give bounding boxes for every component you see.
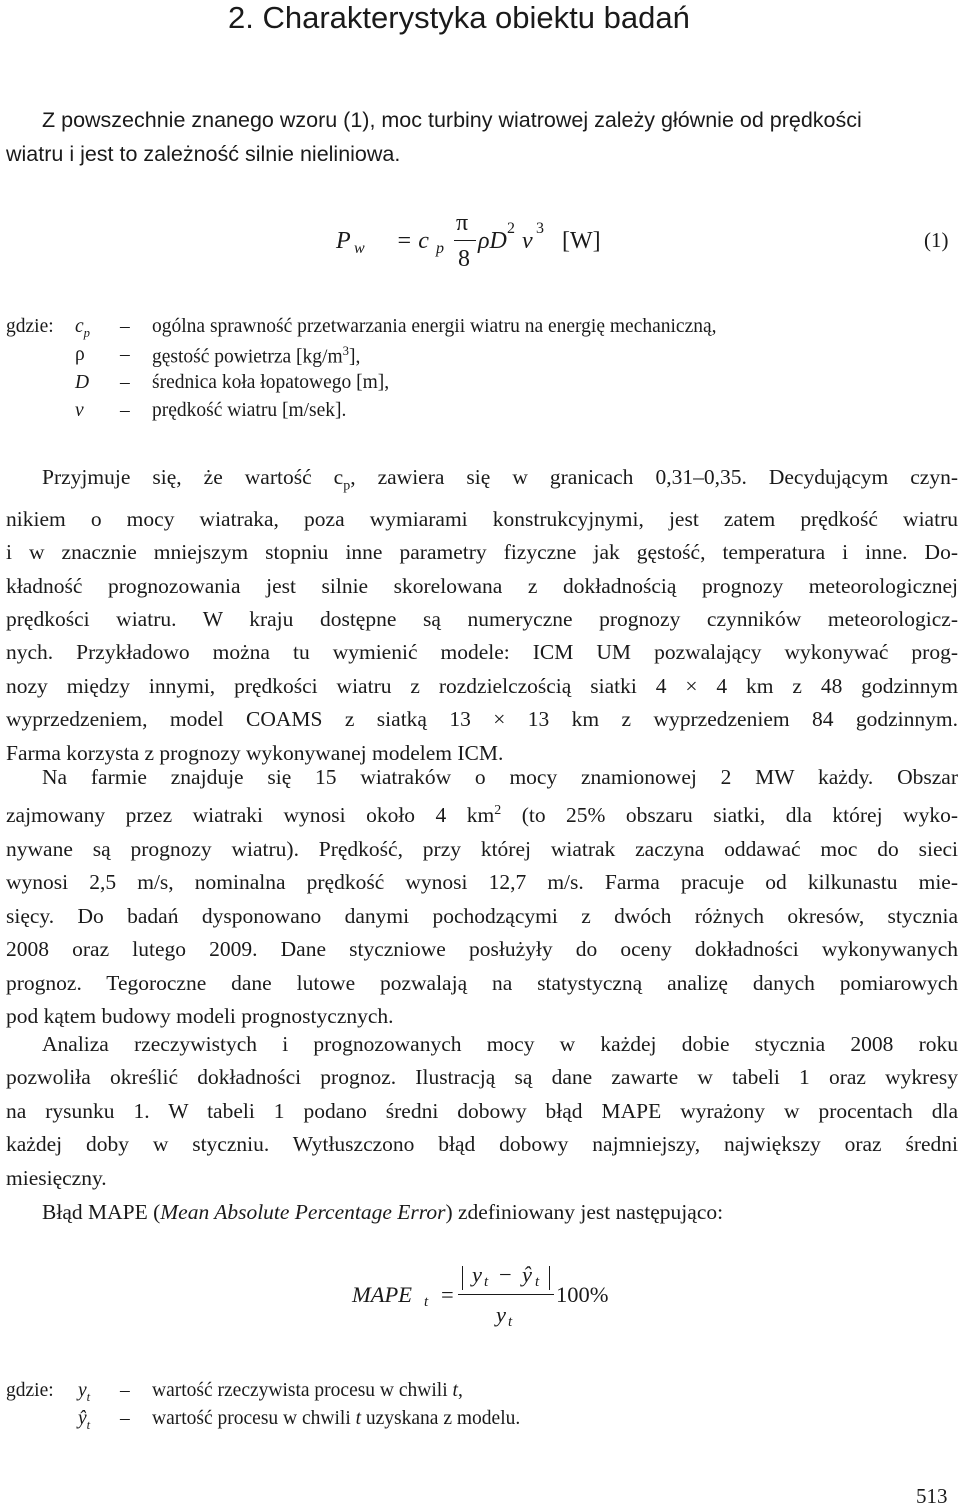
text-line: i w znacznie mniejszym stopniu inne parametry fizyczne jak gęstość, temperatura i inne. Do- <box>6 540 958 565</box>
formula-P: P <box>336 228 351 254</box>
definition-dash: – <box>120 344 130 365</box>
text-line: pozwoliła określić dokładności prognoz. Ilustracją są dane zawarte w tabeli 1 oraz wykresy <box>6 1065 958 1090</box>
definition-symbol: ρ <box>75 344 85 365</box>
formula-equals: = <box>441 1282 454 1307</box>
definition-dash: – <box>120 400 130 421</box>
text-line: Błąd MAPE (Mean Absolute Percentage Error) zdefiniowany jest następująco: <box>42 1200 724 1224</box>
text-line: nywane są prognozy wiatru). Prędkość, przy której wiatrak zaczyna oddawać moc do sieci <box>6 836 958 861</box>
formula-mape <box>0 1260 960 1340</box>
formula-unit: [W] <box>562 228 601 254</box>
definition-symbol: v <box>75 400 84 421</box>
formula-cp-sub: p <box>436 240 444 257</box>
intro-paragraph <box>6 103 958 171</box>
definition-dash: – <box>120 1408 130 1429</box>
text-line: nozy między innymi, prędkości wiatru z rozdzielczością siatki 4 × 4 km z 48 godzinnym <box>6 673 958 698</box>
definition-text: wartość rzeczywista procesu w chwili t, <box>152 1380 463 1401</box>
text-line: miesięczny. <box>6 1165 107 1190</box>
text-line: wyprzedzeniem, model COAMS z siatką 13 × 13 km z wyprzedzeniem 84 godzinnym. <box>6 707 958 732</box>
text-line: Na farmie znajduje się 15 wiatraków o mocy znamionowej 2 MW każdy. Obszar <box>42 765 958 789</box>
formula-P-sub: w <box>354 240 365 257</box>
paragraph-2 <box>6 761 958 1033</box>
formula-num-yhat-sub: t <box>535 1274 540 1290</box>
text-line: prędkości wiatru. W kraju dostępne są numeryczne prognozy czynników meteorologicz- <box>6 606 958 631</box>
definition-symbol: $ŷ_t$ <box>78 1408 91 1432</box>
definition-text: ogólna sprawność przetwarzania energii wiatru na energię mechaniczną, <box>152 316 717 337</box>
definition-text: wartość procesu w chwili t uzyskana z modelu. <box>152 1408 521 1429</box>
definition-symbol: $c_p$ <box>75 316 90 340</box>
text-line: Z powszechnie znanego wzoru (1), moc turbiny wiatrowej zależy głównie od prędkości <box>42 108 862 132</box>
formula-num-yhat: ŷ <box>522 1262 532 1287</box>
formula-percent: 100% <box>556 1282 609 1307</box>
definition-dash: – <box>120 1380 130 1401</box>
formula-mape-label: MAPE <box>352 1282 412 1307</box>
text-line: pod kątem budowy modeli prognostycznych. <box>6 1004 394 1028</box>
paragraph-1 <box>6 461 958 770</box>
formula-power <box>0 206 960 286</box>
formula-cp: = c <box>396 228 429 254</box>
formula-den-y: y <box>496 1302 506 1327</box>
formula-D-sup: 2 <box>507 220 515 237</box>
formula-den-y-sub: t <box>508 1314 513 1330</box>
where-label: gdzie: <box>6 316 54 337</box>
text-line: Przyjmuje się, że wartość $c_p$, zawiera się w granicach 0,31–0,35. Decydującym czyn- <box>42 465 959 494</box>
text-line: kładność prognozowania jest silnie skorelowana z dokładnością prognozy meteorologicznej <box>6 573 958 598</box>
text-line: nych. Przykładowo można tu wymienić modele: ICM UM pozwalający wykonywać prog- <box>6 640 958 665</box>
where-label: gdzie: <box>6 1380 54 1401</box>
text-line: sięcy. Do badań dysponowano danymi pochodzącymi z dwóch różnych okresów, stycznia <box>6 903 958 928</box>
section-heading: 2. Charakterystyka obiektu badań <box>228 0 690 35</box>
abs-bar-left <box>462 1266 463 1290</box>
fraction-bar <box>454 240 476 241</box>
page-number: 513 <box>916 1484 948 1508</box>
definition-text: średnica koła łopatowego [m], <box>152 372 390 393</box>
text-line: zajmowany przez wiatraki wynosi około 4 $km^2$ (to 25% obszaru siatki, dla której wyko- <box>6 803 958 828</box>
paragraph-4 <box>6 1196 958 1229</box>
definition-dash: – <box>120 316 130 337</box>
paragraph-3 <box>6 1028 958 1195</box>
text-line: wynosi 2,5 m/s, nominalna prędkość wynosi 12,7 m/s. Farma pracuje od kilkunastu mie- <box>6 870 958 895</box>
formula-minus: − <box>499 1262 512 1287</box>
formula-eight: 8 <box>458 246 470 272</box>
abs-bar-right <box>549 1266 550 1290</box>
text-line: Farma korzysta z prognozy wykonywanej modelem ICM. <box>6 740 504 765</box>
formula-rhoD: ρD <box>478 228 507 254</box>
text-line: nikiem o mocy wiatraka, poza wymiarami konstrukcyjnymi, jest zatem prędkość wiatru <box>6 506 958 531</box>
formula-pi: π <box>456 210 469 236</box>
definition-symbol: D <box>75 372 90 393</box>
text-line: 2008 oraz lutego 2009. Dane styczniowe posłużyły do oceny dokładności wykonywanych <box>6 937 958 962</box>
text-line: prognoz. Tegoroczne dane lutowe pozwalają na statystyczną analizę danych pomiarowych <box>6 970 958 995</box>
formula-v: v <box>522 228 533 254</box>
equation-number: (1) <box>924 228 949 252</box>
text-line: wiatru i jest to zależność silnie nieliniowa. <box>6 142 401 166</box>
text-line: każdej doby w styczniu. Wytłuszczono błąd dobowy najmniejszy, największy oraz średni <box>6 1132 958 1157</box>
formula-v-sup: 3 <box>536 220 544 237</box>
definition-dash: – <box>120 372 130 393</box>
definition-symbol: $y_t$ <box>78 1380 91 1404</box>
formula-num-y: y <box>472 1262 482 1287</box>
text-line: na rysunku 1. W tabeli 1 podano średni dobowy błąd MAPE wyrażony w procentach dla <box>6 1098 958 1123</box>
definition-text: gęstość powietrza $[kg/m^3]$, <box>152 344 361 368</box>
text-line: Analiza rzeczywistych i prognozowanych mocy w każdej dobie stycznia 2008 roku <box>42 1032 958 1056</box>
formula-mape-sub: t <box>424 1294 429 1310</box>
definition-text: prędkość wiatru [m/sek]. <box>152 400 347 421</box>
formula-num-y-sub: t <box>484 1274 489 1290</box>
fraction-bar <box>458 1294 554 1295</box>
